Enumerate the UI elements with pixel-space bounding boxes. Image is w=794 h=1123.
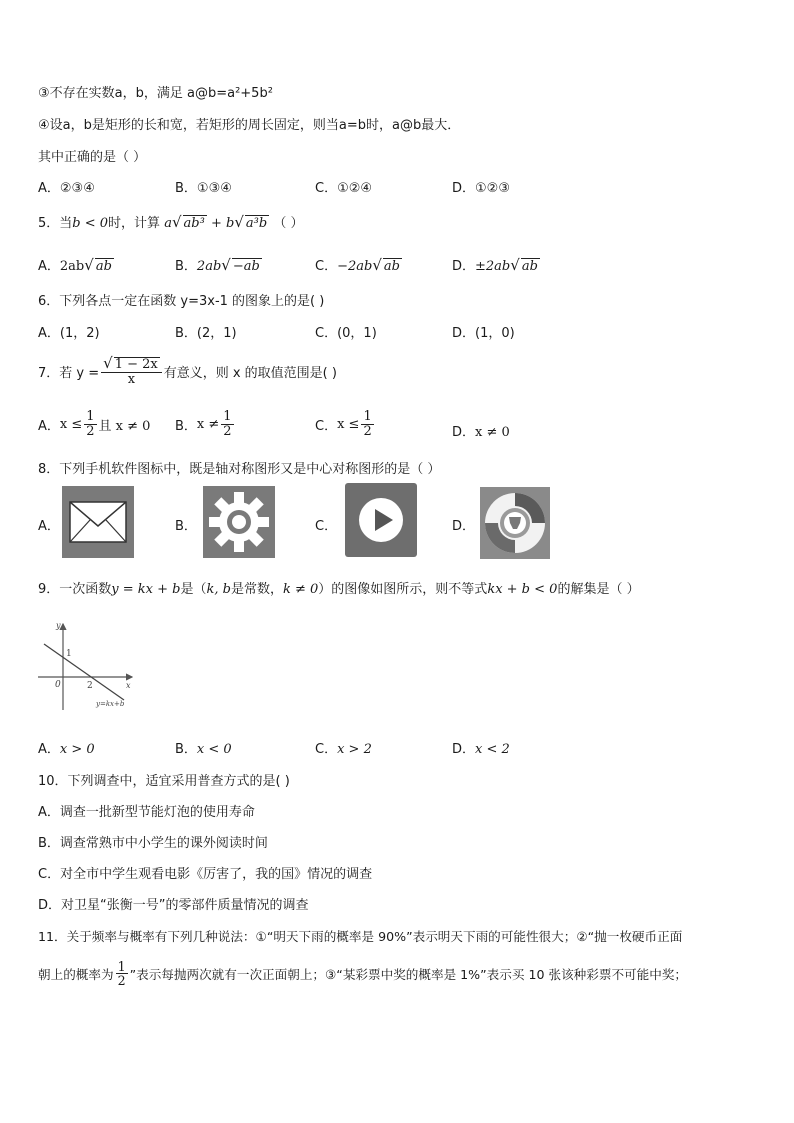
q5-option-a[interactable]: A．2ab√ ab <box>38 256 112 274</box>
q5-condition: b < 0 <box>72 216 109 231</box>
q9-option-a[interactable]: A．x > 0 <box>38 742 95 757</box>
statement-3: ③不存在实数a，b，满足 a@b=a²+5b² <box>38 86 273 101</box>
q9-suffix: 的解集是（ ） <box>557 582 640 597</box>
q5-radicand-1: ab³ <box>183 216 205 231</box>
q9-condition: k ≠ 0 <box>282 582 319 597</box>
q4-option-c[interactable]: C．①②④ <box>315 181 373 196</box>
envelope-icon[interactable] <box>62 486 134 558</box>
q7-denominator: x <box>127 371 136 387</box>
q5-option-b[interactable]: B．2ab√ −ab <box>175 256 260 274</box>
q5-mid: 时，计算 <box>108 216 161 231</box>
question-6: 6．下列各点一定在函数 y=3x-1 的图象上的是( ) <box>38 294 325 309</box>
q4-option-d[interactable]: D．①②③ <box>452 181 510 196</box>
q8-option-d-label[interactable]: D． <box>452 519 476 534</box>
q8-option-c-label[interactable]: C． <box>315 519 338 534</box>
question-11-line-1: 11．关于频率与概率有下列几种说法：①“明天下雨的概率是 90%”表示明天下雨的可能性很大；②“抛一枚硬币正面 <box>38 929 683 944</box>
q5-plus: + <box>210 216 222 231</box>
question-5: 5．当b < 0时，计算 a√ ab³ + b√ a³b （ ） <box>38 213 304 231</box>
question-10: 10．下列调查中，适宜采用普查方式的是( ) <box>38 774 290 789</box>
question-8: 8．下列手机软件图标中，既是轴对称图形又是中心对称图形的是（ ） <box>38 462 441 477</box>
q7-fraction: $\frac{√ 1 - 2x}{x}$ <box>101 356 162 386</box>
q10-option-c[interactable]: C．对全市中学生观看电影《厉害了，我的国》情况的调查 <box>38 867 373 882</box>
q9-option-c[interactable]: C．x > 2 <box>315 742 372 757</box>
q7-option-c[interactable]: C． x ≤ $\frac{1}{2}$ <box>315 409 372 439</box>
q9-mid3: ）的图像如图所示，则不等式 <box>318 582 488 597</box>
q9-prefix: 9．一次函数 <box>38 582 112 597</box>
q5-option-c[interactable]: C．−2ab√ ab <box>315 256 400 274</box>
q8-option-a-label[interactable]: A． <box>38 519 60 534</box>
q5-radicand-2: a³b <box>245 216 268 231</box>
q9-x-intercept-label: 2 <box>87 681 93 691</box>
q6-option-d[interactable]: D．(1，0) <box>452 326 515 341</box>
q7-option-b[interactable]: B． x ≠ $\frac{1}{2}$ <box>175 409 232 439</box>
gear-icon[interactable] <box>203 486 275 558</box>
q5-coef-a: a <box>164 216 172 231</box>
q8-option-b-label[interactable]: B． <box>175 519 197 534</box>
q6-option-c[interactable]: C．(0，1) <box>315 326 377 341</box>
q9-params: k, b <box>206 582 231 597</box>
q7-numerator: 1 − 2x <box>114 357 158 372</box>
q6-option-b[interactable]: B．(2，1) <box>175 326 237 341</box>
q9-option-b[interactable]: B．x < 0 <box>175 742 232 757</box>
q6-option-a[interactable]: A．(1，2) <box>38 326 100 341</box>
q9-graph <box>36 618 146 713</box>
q10-option-d[interactable]: D．对卫星“张衡一号”的零部件质量情况的调查 <box>38 898 309 913</box>
q4-prompt: 其中正确的是（ ） <box>38 150 147 165</box>
q9-mid2: 是常数， <box>230 582 283 597</box>
q9-option-d[interactable]: D．x < 2 <box>452 742 510 757</box>
browser-icon[interactable] <box>480 487 550 559</box>
q4-option-b[interactable]: B．①③④ <box>175 181 232 196</box>
question-9 <box>38 578 640 597</box>
q5-paren: （ ） <box>273 216 304 231</box>
q9-y-intercept-label: 1 <box>66 649 72 659</box>
question-11-line-2 <box>38 960 687 987</box>
q9-origin-label: 0 <box>55 680 61 690</box>
q7-option-a[interactable]: A． x ≤ $\frac{1}{2}$ 且 x ≠ 0 <box>38 409 151 439</box>
q10-option-b[interactable]: B．调查常熟市中小学生的课外阅读时间 <box>38 836 268 851</box>
q11-fraction: $\frac{1}{2}$ <box>117 959 126 989</box>
q7-suffix: 有意义，则 x 的取值范围是( ) <box>163 365 337 381</box>
q11-line2-a: 朝上的概率为 <box>38 967 114 983</box>
q9-inequality: kx + b < 0 <box>487 582 558 597</box>
q5-coef-b: b <box>226 216 235 231</box>
q4-option-a[interactable]: A．②③④ <box>38 181 95 196</box>
question-7 <box>38 356 337 386</box>
q5-prefix: 5．当 <box>38 216 73 231</box>
play-icon[interactable] <box>345 483 417 557</box>
q10-option-a[interactable]: A．调查一批新型节能灯泡的使用寿命 <box>38 805 255 820</box>
q9-line <box>44 644 124 700</box>
q5-option-d[interactable]: D．±2ab√ ab <box>452 256 538 274</box>
statement-4: ④设a，b是矩形的长和宽，若矩形的周长固定，则当a=b时，a@b最大． <box>38 118 461 133</box>
q9-mid1: 是（ <box>180 582 207 597</box>
q9-x-label: x <box>126 681 131 690</box>
q7-option-d[interactable]: D．x ≠ 0 <box>452 425 510 440</box>
q9-y-label: y <box>56 621 61 630</box>
q7-prefix: 7．若 y = <box>38 365 100 381</box>
q11-line2-b: ”表示每抛两次就有一次正面朝上；③“某彩票中奖的概率是 1%”表示买 10 张该种彩票不可能中奖； <box>129 967 688 983</box>
q9-function: y = kx + b <box>111 582 181 597</box>
q9-line-label: y=kx+b <box>96 700 125 708</box>
